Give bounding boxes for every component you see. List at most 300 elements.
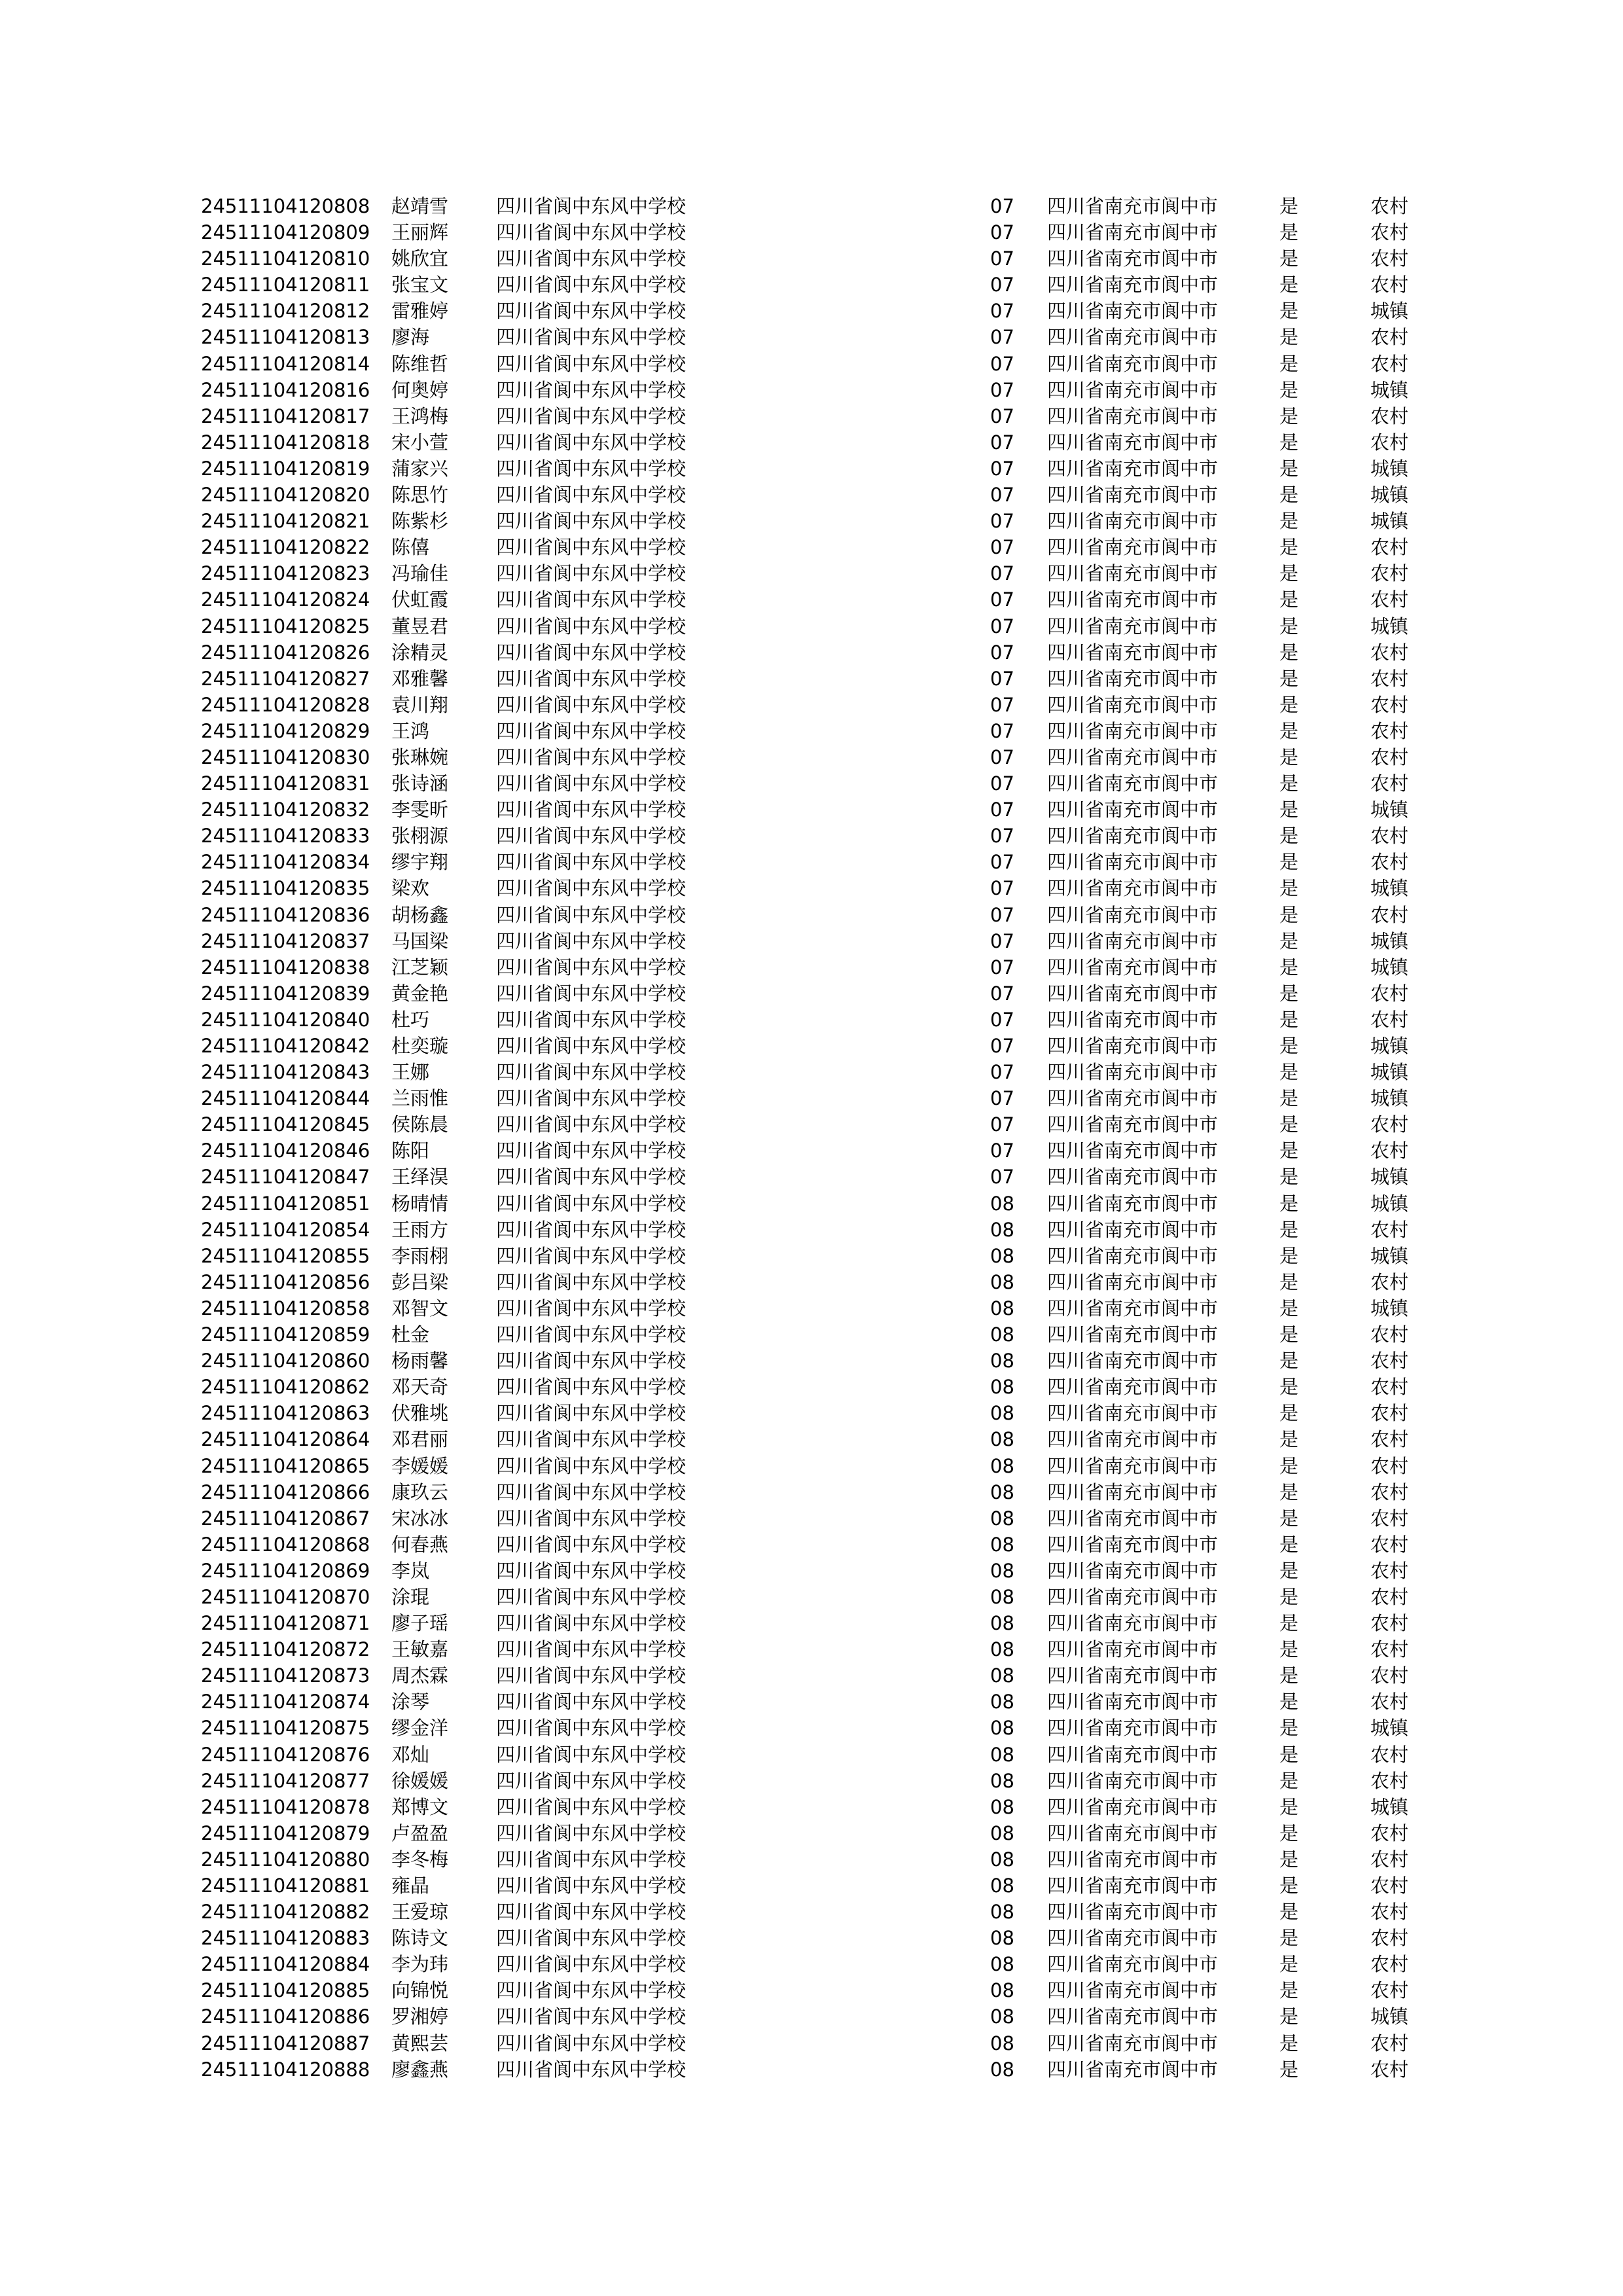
student-name: 廖海: [391, 326, 430, 349]
residence-type: 农村: [1370, 536, 1409, 559]
residence-type: 农村: [1370, 641, 1409, 664]
student-name: 何春燕: [391, 1533, 449, 1556]
student-id: 24511104120874: [201, 1691, 370, 1713]
table-row: [0, 1085, 1623, 1111]
region: 四川省南充市阆中市: [1047, 1350, 1219, 1372]
student-name: 廖子瑶: [391, 1612, 449, 1635]
flag-yes: 是: [1279, 1008, 1299, 1031]
region: 四川省南充市阆中市: [1047, 1139, 1219, 1162]
residence-type: 农村: [1370, 588, 1409, 611]
student-id: 24511104120851: [201, 1192, 370, 1215]
class-number: 07: [990, 404, 1014, 427]
student-id: 24511104120864: [201, 1428, 370, 1451]
student-id: 24511104120823: [201, 562, 370, 585]
class-number: 07: [990, 300, 1014, 323]
student-name: 张栩源: [391, 825, 449, 848]
flag-yes: 是: [1279, 1087, 1299, 1110]
region: 四川省南充市阆中市: [1047, 1507, 1219, 1530]
region: 四川省南充市阆中市: [1047, 404, 1219, 427]
region: 四川省南充市阆中市: [1047, 693, 1219, 716]
table-row: [0, 245, 1623, 272]
region: 四川省南充市阆中市: [1047, 352, 1219, 375]
school-name: 四川省阆中东风中学校: [496, 1323, 687, 1346]
student-id: 24511104120814: [201, 352, 370, 375]
student-id: 24511104120877: [201, 1769, 370, 1792]
student-id: 24511104120885: [201, 1979, 370, 2002]
school-name: 四川省阆中东风中学校: [496, 1402, 687, 1425]
flag-yes: 是: [1279, 536, 1299, 559]
region: 四川省南充市阆中市: [1047, 1297, 1219, 1319]
region: 四川省南充市阆中市: [1047, 1402, 1219, 1425]
class-number: 08: [990, 1612, 1014, 1635]
school-name: 四川省阆中东风中学校: [496, 588, 687, 611]
residence-type: 城镇: [1370, 1061, 1409, 1084]
class-number: 08: [990, 1691, 1014, 1713]
flag-yes: 是: [1279, 719, 1299, 742]
residence-type: 农村: [1370, 1559, 1409, 1582]
student-name: 雷雅婷: [391, 300, 449, 323]
region: 四川省南充市阆中市: [1047, 1559, 1219, 1582]
flag-yes: 是: [1279, 378, 1299, 401]
student-id: 24511104120847: [201, 1166, 370, 1189]
student-name: 邓君丽: [391, 1428, 449, 1451]
residence-type: 农村: [1370, 1743, 1409, 1766]
school-name: 四川省阆中东风中学校: [496, 326, 687, 349]
student-name: 王爱琼: [391, 1901, 449, 1924]
flag-yes: 是: [1279, 404, 1299, 427]
student-id: 24511104120867: [201, 1507, 370, 1530]
table-row: [0, 639, 1623, 666]
region: 四川省南充市阆中市: [1047, 326, 1219, 349]
student-id: 24511104120882: [201, 1901, 370, 1924]
class-number: 07: [990, 352, 1014, 375]
region: 四川省南充市阆中市: [1047, 247, 1219, 270]
residence-type: 城镇: [1370, 378, 1409, 401]
flag-yes: 是: [1279, 693, 1299, 716]
residence-type: 城镇: [1370, 2005, 1409, 2028]
student-name: 袁川翔: [391, 693, 449, 716]
table-row: [0, 1269, 1623, 1295]
region: 四川省南充市阆中市: [1047, 1376, 1219, 1399]
student-name: 雍晶: [391, 1874, 430, 1897]
student-name: 姚欣宜: [391, 247, 449, 270]
school-name: 四川省阆中东风中学校: [496, 1218, 687, 1241]
region: 四川省南充市阆中市: [1047, 1533, 1219, 1556]
residence-type: 城镇: [1370, 929, 1409, 952]
school-name: 四川省阆中东风中学校: [496, 1297, 687, 1319]
student-id: 24511104120811: [201, 274, 370, 296]
class-number: 07: [990, 1008, 1014, 1031]
residence-type: 城镇: [1370, 877, 1409, 900]
region: 四川省南充市阆中市: [1047, 982, 1219, 1005]
residence-type: 农村: [1370, 1402, 1409, 1425]
residence-type: 城镇: [1370, 956, 1409, 978]
school-name: 四川省阆中东风中学校: [496, 851, 687, 874]
student-name: 周杰霖: [391, 1664, 449, 1687]
student-name: 胡杨鑫: [391, 903, 449, 926]
school-name: 四川省阆中东风中学校: [496, 1743, 687, 1766]
residence-type: 农村: [1370, 1848, 1409, 1871]
table-row: [0, 193, 1623, 219]
residence-type: 农村: [1370, 1769, 1409, 1792]
residence-type: 农村: [1370, 1979, 1409, 2002]
table-row: [0, 403, 1623, 429]
table-row: [0, 1321, 1623, 1348]
table-row: [0, 823, 1623, 849]
student-id: 24511104120825: [201, 615, 370, 637]
flag-yes: 是: [1279, 326, 1299, 349]
region: 四川省南充市阆中市: [1047, 2005, 1219, 2028]
class-number: 08: [990, 1192, 1014, 1215]
flag-yes: 是: [1279, 1166, 1299, 1189]
class-number: 07: [990, 772, 1014, 795]
student-name: 罗湘婷: [391, 2005, 449, 2028]
table-row: [0, 1794, 1623, 1820]
school-name: 四川省阆中东风中学校: [496, 1061, 687, 1084]
student-name: 梁欢: [391, 877, 430, 900]
region: 四川省南充市阆中市: [1047, 1821, 1219, 1844]
class-number: 07: [990, 1166, 1014, 1189]
flag-yes: 是: [1279, 1323, 1299, 1346]
table-row: [0, 1662, 1623, 1689]
student-id: 24511104120854: [201, 1218, 370, 1241]
table-row: [0, 456, 1623, 482]
class-number: 08: [990, 1533, 1014, 1556]
table-row: [0, 1164, 1623, 1190]
flag-yes: 是: [1279, 1035, 1299, 1057]
class-number: 07: [990, 719, 1014, 742]
residence-type: 农村: [1370, 1874, 1409, 1897]
region: 四川省南充市阆中市: [1047, 274, 1219, 296]
class-number: 07: [990, 247, 1014, 270]
region: 四川省南充市阆中市: [1047, 1218, 1219, 1241]
table-row: [0, 1348, 1623, 1374]
residence-type: 农村: [1370, 1323, 1409, 1346]
region: 四川省南充市阆中市: [1047, 1585, 1219, 1608]
student-id: 24511104120881: [201, 1874, 370, 1897]
table-row: [0, 1453, 1623, 1479]
flag-yes: 是: [1279, 1743, 1299, 1766]
school-name: 四川省阆中东风中学校: [496, 825, 687, 848]
class-number: 08: [990, 1244, 1014, 1267]
table-row: [0, 613, 1623, 639]
student-id: 24511104120810: [201, 247, 370, 270]
student-name: 杜奕璇: [391, 1035, 449, 1057]
table-row: [0, 1899, 1623, 1925]
class-number: 08: [990, 1428, 1014, 1451]
region: 四川省南充市阆中市: [1047, 484, 1219, 507]
table-row: [0, 849, 1623, 875]
student-name: 邓天奇: [391, 1376, 449, 1399]
table-row: [0, 692, 1623, 718]
class-number: 07: [990, 1061, 1014, 1084]
table-row: [0, 1610, 1623, 1636]
school-name: 四川省阆中东风中学校: [496, 431, 687, 454]
table-row: [0, 1191, 1623, 1217]
student-id: 24511104120826: [201, 641, 370, 664]
student-name: 向锦悦: [391, 1979, 449, 2002]
class-number: 08: [990, 1323, 1014, 1346]
class-number: 07: [990, 195, 1014, 217]
class-number: 07: [990, 798, 1014, 821]
table-row: [0, 1033, 1623, 1059]
residence-type: 农村: [1370, 1821, 1409, 1844]
flag-yes: 是: [1279, 300, 1299, 323]
residence-type: 城镇: [1370, 615, 1409, 637]
table-row: [0, 1007, 1623, 1033]
flag-yes: 是: [1279, 1402, 1299, 1425]
flag-yes: 是: [1279, 1638, 1299, 1661]
class-number: 07: [990, 510, 1014, 533]
class-number: 07: [990, 825, 1014, 848]
class-number: 07: [990, 326, 1014, 349]
region: 四川省南充市阆中市: [1047, 1244, 1219, 1267]
student-name: 王鸿梅: [391, 404, 449, 427]
table-row: [0, 1925, 1623, 1951]
flag-yes: 是: [1279, 1061, 1299, 1084]
region: 四川省南充市阆中市: [1047, 1061, 1219, 1084]
table-row: [0, 272, 1623, 298]
student-name: 缪宇翔: [391, 851, 449, 874]
student-name: 陈阳: [391, 1139, 430, 1162]
table-row: [0, 534, 1623, 560]
class-number: 08: [990, 1953, 1014, 1976]
flag-yes: 是: [1279, 877, 1299, 900]
student-name: 杨晴情: [391, 1192, 449, 1215]
school-name: 四川省阆中东风中学校: [496, 903, 687, 926]
flag-yes: 是: [1279, 1297, 1299, 1319]
class-number: 07: [990, 982, 1014, 1005]
residence-type: 农村: [1370, 1454, 1409, 1477]
school-name: 四川省阆中东风中学校: [496, 641, 687, 664]
region: 四川省南充市阆中市: [1047, 1848, 1219, 1871]
flag-yes: 是: [1279, 1480, 1299, 1503]
residence-type: 农村: [1370, 825, 1409, 848]
region: 四川省南充市阆中市: [1047, 929, 1219, 952]
table-row: [0, 928, 1623, 954]
student-name: 廖鑫燕: [391, 2058, 449, 2081]
student-name: 江芝颖: [391, 956, 449, 978]
region: 四川省南充市阆中市: [1047, 378, 1219, 401]
table-row: [0, 1768, 1623, 1794]
region: 四川省南充市阆中市: [1047, 1008, 1219, 1031]
region: 四川省南充市阆中市: [1047, 1743, 1219, 1766]
table-row: [0, 586, 1623, 613]
residence-type: 农村: [1370, 2058, 1409, 2081]
school-name: 四川省阆中东风中学校: [496, 1507, 687, 1530]
school-name: 四川省阆中东风中学校: [496, 510, 687, 533]
student-id: 24511104120871: [201, 1612, 370, 1635]
flag-yes: 是: [1279, 562, 1299, 585]
table-row: [0, 1138, 1623, 1164]
residence-type: 农村: [1370, 1270, 1409, 1293]
class-number: 08: [990, 1297, 1014, 1319]
residence-type: 农村: [1370, 2032, 1409, 2054]
student-id: 24511104120888: [201, 2058, 370, 2081]
residence-type: 城镇: [1370, 1087, 1409, 1110]
flag-yes: 是: [1279, 2005, 1299, 2028]
residence-type: 农村: [1370, 274, 1409, 296]
student-name: 涂琨: [391, 1585, 430, 1608]
student-id: 24511104120842: [201, 1035, 370, 1057]
residence-type: 农村: [1370, 247, 1409, 270]
student-id: 24511104120869: [201, 1559, 370, 1582]
student-name: 何奥婷: [391, 378, 449, 401]
student-name: 李雨栩: [391, 1244, 449, 1267]
table-row: [0, 980, 1623, 1007]
residence-type: 农村: [1370, 562, 1409, 585]
student-id: 24511104120816: [201, 378, 370, 401]
student-id: 24511104120876: [201, 1743, 370, 1766]
region: 四川省南充市阆中市: [1047, 851, 1219, 874]
class-number: 07: [990, 877, 1014, 900]
school-name: 四川省阆中东风中学校: [496, 1376, 687, 1399]
table-row: [0, 1505, 1623, 1532]
region: 四川省南充市阆中市: [1047, 1979, 1219, 2002]
region: 四川省南充市阆中市: [1047, 1795, 1219, 1818]
student-id: 24511104120863: [201, 1402, 370, 1425]
student-name: 蒲家兴: [391, 457, 449, 480]
class-number: 07: [990, 1035, 1014, 1057]
region: 四川省南充市阆中市: [1047, 1480, 1219, 1503]
student-name: 董昱君: [391, 615, 449, 637]
student-name: 陈维哲: [391, 352, 449, 375]
flag-yes: 是: [1279, 1113, 1299, 1136]
student-id: 24511104120839: [201, 982, 370, 1005]
class-number: 08: [990, 2032, 1014, 2054]
residence-type: 城镇: [1370, 798, 1409, 821]
flag-yes: 是: [1279, 484, 1299, 507]
student-id: 24511104120878: [201, 1795, 370, 1818]
residence-type: 城镇: [1370, 457, 1409, 480]
class-number: 07: [990, 378, 1014, 401]
table-row: [0, 902, 1623, 928]
region: 四川省南充市阆中市: [1047, 457, 1219, 480]
school-name: 四川省阆中东风中学校: [496, 274, 687, 296]
class-number: 08: [990, 1507, 1014, 1530]
student-id: 24511104120830: [201, 745, 370, 768]
table-row: [0, 482, 1623, 508]
student-id: 24511104120822: [201, 536, 370, 559]
student-id: 24511104120868: [201, 1533, 370, 1556]
student-id: 24511104120844: [201, 1087, 370, 1110]
class-number: 08: [990, 1402, 1014, 1425]
student-name: 杨雨馨: [391, 1350, 449, 1372]
class-number: 07: [990, 431, 1014, 454]
region: 四川省南充市阆中市: [1047, 2032, 1219, 2054]
region: 四川省南充市阆中市: [1047, 1192, 1219, 1215]
flag-yes: 是: [1279, 1874, 1299, 1897]
class-number: 08: [990, 1270, 1014, 1293]
region: 四川省南充市阆中市: [1047, 1323, 1219, 1346]
student-id: 24511104120837: [201, 929, 370, 952]
flag-yes: 是: [1279, 1218, 1299, 1241]
flag-yes: 是: [1279, 1139, 1299, 1162]
table-row: [0, 298, 1623, 324]
student-name: 陈紫杉: [391, 510, 449, 533]
table-row: [0, 1977, 1623, 2003]
school-name: 四川省阆中东风中学校: [496, 719, 687, 742]
student-id: 24511104120808: [201, 195, 370, 217]
school-name: 四川省阆中东风中学校: [496, 2058, 687, 2081]
school-name: 四川省阆中东风中学校: [496, 1350, 687, 1372]
student-id: 24511104120845: [201, 1113, 370, 1136]
class-number: 07: [990, 1113, 1014, 1136]
residence-type: 农村: [1370, 982, 1409, 1005]
student-id: 24511104120821: [201, 510, 370, 533]
student-name: 李冬梅: [391, 1848, 449, 1871]
class-number: 08: [990, 1901, 1014, 1924]
school-name: 四川省阆中东风中学校: [496, 1533, 687, 1556]
residence-type: 农村: [1370, 693, 1409, 716]
table-row: [0, 2030, 1623, 2056]
student-name: 宋冰冰: [391, 1507, 449, 1530]
school-name: 四川省阆中东风中学校: [496, 1585, 687, 1608]
table-row: [0, 560, 1623, 586]
flag-yes: 是: [1279, 2032, 1299, 2054]
student-name: 王鸿: [391, 719, 430, 742]
table-row: [0, 1532, 1623, 1558]
school-name: 四川省阆中东风中学校: [496, 2032, 687, 2054]
student-name: 张琳婉: [391, 745, 449, 768]
student-name: 黄金艳: [391, 982, 449, 1005]
table-row: [0, 2003, 1623, 2030]
class-number: 07: [990, 274, 1014, 296]
region: 四川省南充市阆中市: [1047, 195, 1219, 217]
student-id: 24511104120860: [201, 1350, 370, 1372]
school-name: 四川省阆中东风中学校: [496, 378, 687, 401]
student-id: 24511104120856: [201, 1270, 370, 1293]
flag-yes: 是: [1279, 274, 1299, 296]
region: 四川省南充市阆中市: [1047, 1769, 1219, 1792]
student-name: 张宝文: [391, 274, 449, 296]
region: 四川省南充市阆中市: [1047, 745, 1219, 768]
region: 四川省南充市阆中市: [1047, 1953, 1219, 1976]
student-name: 冯瑜佳: [391, 562, 449, 585]
flag-yes: 是: [1279, 1454, 1299, 1477]
class-number: 08: [990, 1927, 1014, 1950]
flag-yes: 是: [1279, 1376, 1299, 1399]
region: 四川省南充市阆中市: [1047, 1874, 1219, 1897]
school-name: 四川省阆中东风中学校: [496, 1244, 687, 1267]
class-number: 08: [990, 1480, 1014, 1503]
flag-yes: 是: [1279, 1901, 1299, 1924]
student-id: 24511104120846: [201, 1139, 370, 1162]
table-row: [0, 1820, 1623, 1846]
flag-yes: 是: [1279, 221, 1299, 244]
region: 四川省南充市阆中市: [1047, 1166, 1219, 1189]
residence-type: 城镇: [1370, 1192, 1409, 1215]
region: 四川省南充市阆中市: [1047, 1717, 1219, 1740]
student-id: 24511104120866: [201, 1480, 370, 1503]
student-name: 徐媛媛: [391, 1769, 449, 1792]
school-name: 四川省阆中东风中学校: [496, 1769, 687, 1792]
student-id: 24511104120855: [201, 1244, 370, 1267]
school-name: 四川省阆中东风中学校: [496, 1874, 687, 1897]
student-id: 24511104120833: [201, 825, 370, 848]
table-row: [0, 666, 1623, 692]
table-row: [0, 1636, 1623, 1662]
class-number: 08: [990, 1717, 1014, 1740]
residence-type: 城镇: [1370, 1035, 1409, 1057]
school-name: 四川省阆中东风中学校: [496, 1638, 687, 1661]
region: 四川省南充市阆中市: [1047, 431, 1219, 454]
class-number: 07: [990, 221, 1014, 244]
student-id: 24511104120836: [201, 903, 370, 926]
region: 四川省南充市阆中市: [1047, 1113, 1219, 1136]
region: 四川省南充市阆中市: [1047, 772, 1219, 795]
student-id: 24511104120834: [201, 851, 370, 874]
